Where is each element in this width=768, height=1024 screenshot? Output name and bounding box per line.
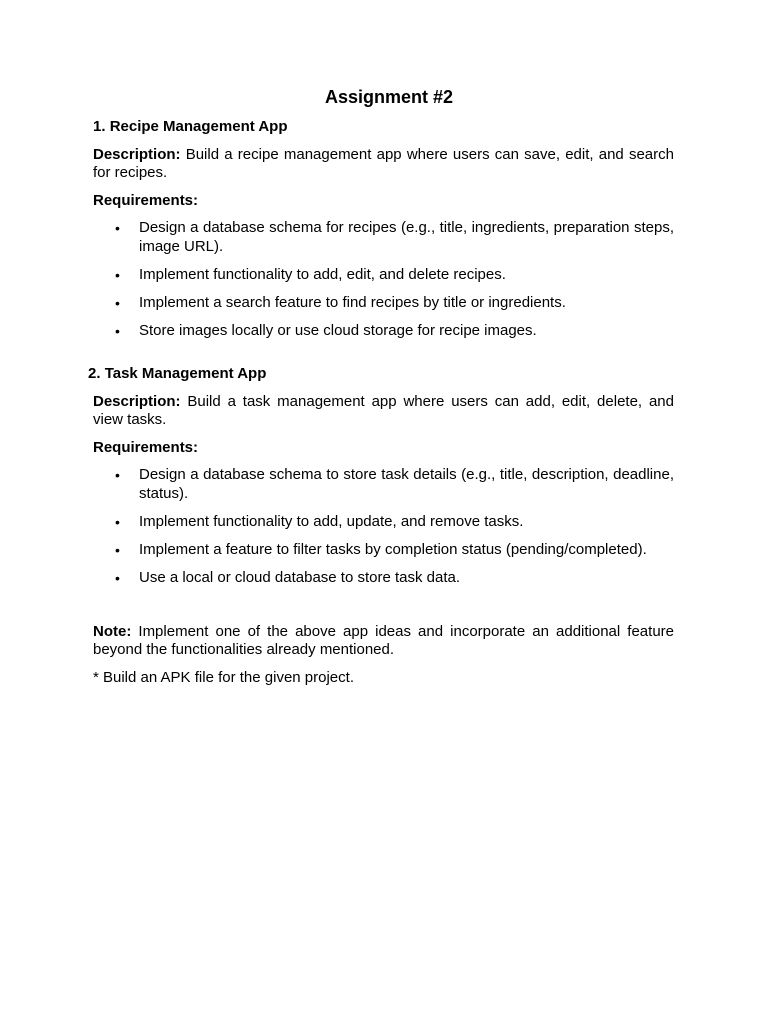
bullet-icon: • bbox=[115, 294, 120, 311]
list-item-text: Implement functionality to add, edit, and delete recipes. bbox=[139, 265, 506, 283]
list-item bbox=[93, 219, 674, 256]
section-recipe-app bbox=[93, 118, 674, 350]
list-item-text: Design a database schema for recipes (e.g., title, ingredients, preparation steps, image URL). bbox=[139, 219, 674, 255]
list-item bbox=[93, 266, 674, 285]
section-heading bbox=[93, 118, 674, 136]
description-paragraph bbox=[93, 393, 674, 429]
description-text: Build a recipe management app where users can save, edit, and search for recipes. bbox=[93, 146, 674, 181]
description-label: Description: bbox=[93, 146, 181, 163]
requirements-label: Requirements: bbox=[93, 192, 199, 209]
bullet-icon: • bbox=[115, 266, 120, 283]
section-title: Recipe Management App bbox=[109, 118, 288, 135]
list-item-text: Use a local or cloud database to store task data. bbox=[139, 568, 461, 586]
requirements-list bbox=[93, 219, 674, 340]
list-item-text: Design a database schema to store task details (e.g., title, description, deadline, status). bbox=[139, 466, 674, 502]
build-instruction: * Build an APK file for the given project. bbox=[93, 669, 354, 686]
bullet-icon: • bbox=[115, 569, 120, 586]
bullet-icon: • bbox=[115, 220, 120, 236]
bullet-icon: • bbox=[115, 541, 120, 558]
list-item bbox=[93, 294, 674, 313]
description-label: Description: bbox=[93, 393, 181, 410]
section-task-app bbox=[88, 365, 674, 597]
bullet-icon: • bbox=[115, 513, 120, 530]
description-text: Build a task management app where users can add, edit, delete, and view tasks. bbox=[93, 393, 674, 428]
note-label: Note: bbox=[93, 623, 132, 640]
list-item-text: Implement a search feature to find recipes by title or ingredients. bbox=[139, 293, 566, 311]
description-paragraph bbox=[93, 146, 674, 182]
list-item-text: Implement functionality to add, update, and remove tasks. bbox=[139, 512, 524, 530]
page-title: Assignment #2 bbox=[324, 87, 454, 107]
section-body bbox=[88, 393, 674, 587]
note-text: Implement one of the above app ideas and incorporate an additional feature beyond the functionalities already mentioned. bbox=[93, 623, 674, 658]
list-item bbox=[93, 569, 674, 588]
list-item bbox=[93, 513, 674, 532]
bullet-icon: • bbox=[115, 467, 120, 483]
bullet-icon: • bbox=[115, 322, 120, 339]
requirements-label: Requirements: bbox=[93, 439, 199, 456]
list-item-text: Store images locally or use cloud storage for recipe images. bbox=[139, 321, 537, 339]
list-item bbox=[93, 466, 674, 503]
section-number: 1. bbox=[93, 118, 106, 135]
section-title: Task Management App bbox=[104, 365, 267, 382]
section-number: 2. bbox=[88, 365, 101, 382]
note-paragraph bbox=[93, 623, 674, 659]
list-item-text: Implement a feature to filter tasks by completion status (pending/completed). bbox=[139, 540, 647, 558]
section-heading bbox=[88, 365, 674, 383]
list-item bbox=[93, 322, 674, 341]
requirements-list bbox=[93, 466, 674, 587]
list-item bbox=[93, 541, 674, 560]
